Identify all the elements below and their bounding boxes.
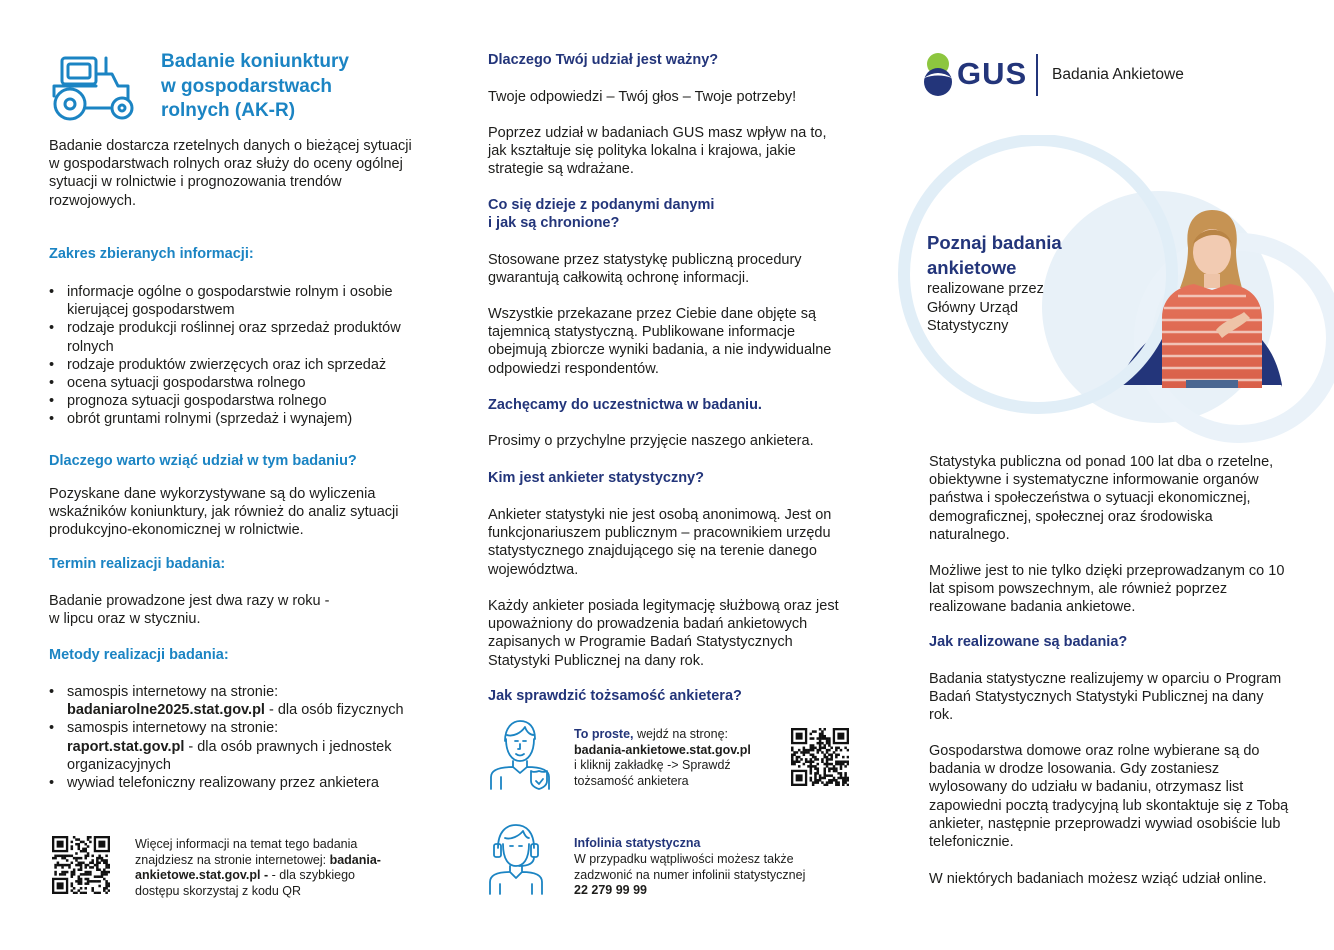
list-item — [49, 719, 424, 774]
online-text: W niektórych badaniach możesz wziąć udział online. — [929, 871, 1267, 887]
list-item: • informacje ogólne o gospodarstwie rolnym i osobie kierującej gospodarstwem — [49, 283, 419, 319]
method-text: - dla osób prawnych i jednostek organizacyjnych — [67, 738, 392, 773]
qr-code-icon[interactable] — [791, 728, 849, 786]
credentials-text: Każdy ankieter posiada legitymację służbową oraz jest upoważniony do prowadzenia badań ankietowych zapisanych w Programie Badań Statystycznych Statystyki Publicznej na dany rok. — [488, 598, 839, 669]
report-link[interactable]: raport.stat.gov.pl — [67, 738, 185, 755]
heading-line: i jak są chronione? — [488, 215, 620, 231]
census-text: Możliwe jest to nie tylko dzięki przeprowadzanym co 10 lat spisom powszechnym, ale również poprzez realizowane badania ankietowe. — [929, 563, 1285, 616]
term-line: w lipcu oraz w styczniu. — [49, 611, 201, 628]
why-heading: Dlaczego warto wziąć udział w tym badaniu? — [49, 453, 357, 469]
list-item: • prognoza sytuacji gospodarstwa rolnego — [49, 392, 419, 410]
more-info-suffix: - dla szybkiego dostępu skorzystaj z kodu QR — [135, 868, 355, 898]
term-text — [49, 592, 409, 628]
data-protection-heading — [488, 196, 714, 232]
list-item: • rodzaje produkcji roślinnej oraz sprzedaż produktów rolnych — [49, 319, 419, 355]
infoline-heading: Infolinia statystyczna — [574, 836, 701, 850]
circle-title-line: ankietowe — [927, 256, 1017, 278]
headset-icon — [487, 822, 545, 896]
infoline-desc: W przypadku wątpliwości możesz także zadzwonić na numer infolinii statystycznej — [574, 852, 806, 882]
more-info-prefix: Więcej informacji na temat tego badania znajdziesz na stronie internetowej: — [135, 837, 358, 867]
scope-list — [49, 283, 419, 429]
title-line: Badanie koniunktury — [161, 51, 349, 72]
more-info-text — [135, 837, 390, 899]
circle-title — [927, 231, 1062, 280]
circle-subtitle-line: Statystyczny — [927, 318, 1009, 334]
importance-heading: Dlaczego Twój udział jest ważny? — [488, 52, 719, 68]
encourage-heading: Zachęcamy do uczestnictwa w badaniu. — [488, 397, 762, 413]
scope-heading: Zakres zbieranych informacji: — [49, 246, 254, 262]
infoline-phone[interactable]: 22 279 99 99 — [574, 883, 647, 897]
more-info-link[interactable]: badania-ankietowe.stat.gov.pl — [135, 852, 381, 882]
logo-divider — [1036, 54, 1038, 96]
encourage-text: Prosimy o przychylne przyjęcie naszego ankietera. — [488, 433, 814, 449]
title-line: rolnych (AK-R) — [161, 100, 296, 121]
more-info-dash: - — [260, 868, 272, 882]
verify-heading: Jak sprawdzić tożsamość ankietera? — [488, 688, 742, 704]
circle-subtitle — [927, 280, 1044, 336]
gus-logo-text: GUS — [957, 56, 1028, 91]
title-line: w gospodarstwach — [161, 75, 333, 97]
circle-subtitle-line: realizowane przez — [927, 281, 1044, 297]
statistics-intro: Statystyka publiczna od ponad 100 lat dba o rzetelne, obiektywne i systematyczne informowanie organów państwa i społeczeństwa o sytuacji ekonomicznej, demograficznej, społecznej oraz środowiska naturalnego. — [929, 454, 1274, 543]
method-text: samospis internetowy na stronie: — [67, 684, 279, 700]
verify-text-1: wejdź na stronę: — [633, 727, 728, 741]
circle-subtitle-line: Główny Urząd — [927, 299, 1019, 316]
survey-title — [161, 50, 421, 124]
how-heading: Jak realizowane są badania? — [929, 634, 1128, 650]
gus-logo-icon — [921, 51, 955, 97]
method-text: - dla osób fizycznych — [264, 702, 404, 719]
list-item: • obrót gruntami rolnymi (sprzedaż i wynajem) — [49, 410, 419, 428]
interviewer-heading: Kim jest ankieter statystyczny? — [488, 470, 704, 486]
interviewer-text: Ankieter statystyki nie jest osobą anonimową. Jest on funkcjonariuszem publicznym – pracownikiem urzędu statystycznego znajdującego się na terenie danego województwa. — [488, 507, 832, 578]
list-item — [49, 683, 424, 719]
protection-text: Stosowane przez statystykę publiczną procedury gwarantują całkowitą ochronę informacji. — [488, 252, 802, 287]
qr-code-icon[interactable] — [52, 836, 110, 894]
woman-photo — [1150, 208, 1272, 388]
list-item: • rodzaje produktów zwierzęcych oraz ich sprzedaż — [49, 356, 419, 374]
verify-lead: To proste, — [574, 727, 634, 741]
program-text: Badania statystyczne realizujemy w oparciu o Program Badań Statystycznych Statystyki Publicznej na dany rok. — [929, 671, 1282, 724]
tractor-icon — [48, 52, 136, 122]
verify-text-2: i kliknij zakładkę -> Sprawdź tożsamość ankietera — [574, 758, 731, 788]
methods-heading: Metody realizacji badania: — [49, 647, 229, 663]
term-heading: Termin realizacji badania: — [49, 556, 226, 572]
interviewer-id-icon — [487, 717, 553, 791]
term-line: Badanie prowadzone jest dwa razy w roku - — [49, 593, 330, 609]
importance-tagline: Twoje odpowiedzi – Twój głos – Twoje potrzeby! — [488, 89, 797, 105]
survey-link[interactable]: badaniarolne2025.stat.gov.pl — [67, 702, 265, 719]
verify-link[interactable]: badania-ankietowe.stat.gov.pl — [574, 742, 751, 757]
list-item: • wywiad telefoniczny realizowany przez ankietera — [49, 774, 424, 792]
why-text: Pozyskane dane wykorzystywane są do wyliczenia wskaźników koniunktury, jak również do analiz sytuacji produkcyjno-ekonomicznej w rolnictwie. — [49, 486, 399, 539]
confidentiality-text: Wszystkie przekazane przez Ciebie dane objęte są tajemnicą statystyczną. Publikowane informacje obejmują zbiorcze wyniki badania, a nie indywidualne odpowiedzi respondentów. — [488, 306, 832, 377]
verify-text — [574, 727, 774, 789]
method-text: samospis internetowy na stronie: — [67, 720, 279, 737]
list-item: • ocena sytuacji gospodarstwa rolnego — [49, 374, 419, 392]
selection-text: Gospodarstwa domowe oraz rolne wybierane są do badania w drodze losowania. Gdy zostaniesz wylosowany do udziału w badaniu, otrzymasz list zapowiedni pocztą tradycyjną lub skontaktuje się z Tobą ankieter, następnie przeprowadzi wywiad osobiście lub telefonicznie. — [929, 743, 1289, 851]
brand-label: Badania Ankietowe — [1052, 66, 1184, 83]
importance-text: Poprzez udział w badaniach GUS masz wpływ na to, jak kształtuje się polityka lokalna i krajowa, jakie strategie są wdrażane. — [488, 125, 827, 178]
intro-text: Badanie dostarcza rzetelnych danych o bieżącej sytuacji w gospodarstwach rolnych oraz służy do oceny ogólnej sytuacji w rolnictwie i prognozowania trendów rozwojowych. — [49, 138, 412, 209]
circle-title-line: Poznaj badania — [927, 232, 1062, 253]
infoline-text — [574, 852, 814, 899]
methods-list — [49, 683, 424, 792]
heading-line: Co się dzieje z podanymi danymi — [488, 197, 715, 213]
